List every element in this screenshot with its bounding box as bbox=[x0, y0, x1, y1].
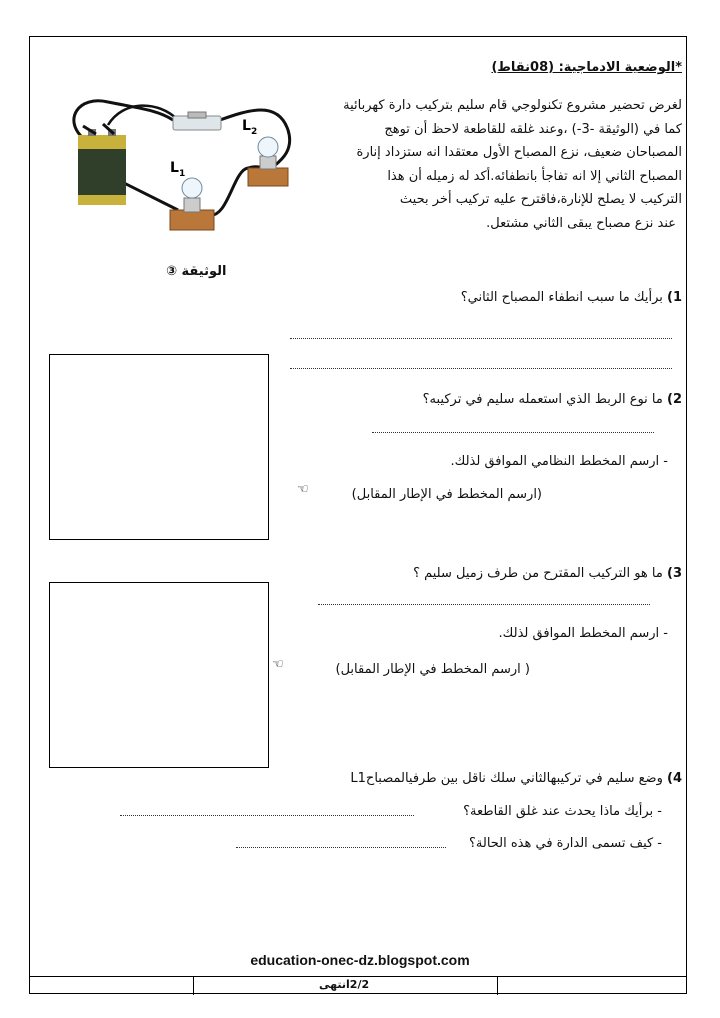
hint-text: (ارسم المخطط في الإطار المقابل) bbox=[351, 487, 542, 502]
question-number: 3) bbox=[667, 566, 682, 581]
document-label: الوثيقة ③ bbox=[166, 264, 227, 279]
lamp-label-l1: L bbox=[170, 160, 179, 176]
lamp-label-l1-sub: 1 bbox=[179, 169, 186, 179]
intro-paragraph bbox=[322, 94, 682, 235]
intro-line: المصباح الثاني إلا انه تفاجأ بانطفائه.أكد له زميله أن هذا bbox=[387, 168, 682, 184]
answer-line[interactable] bbox=[120, 815, 414, 816]
question-number: 4) bbox=[667, 771, 682, 786]
drawing-frame-1[interactable] bbox=[49, 354, 269, 540]
question-number: 1) bbox=[667, 290, 682, 305]
lamp-label-l2-sub: 2 bbox=[251, 127, 258, 137]
question-3 bbox=[413, 566, 682, 581]
question-4 bbox=[350, 771, 682, 786]
intro-line: لغرض تحضير مشروع تكنولوجي قام سليم بتركيب دارة كهربائية bbox=[343, 98, 682, 113]
answer-line[interactable] bbox=[318, 604, 650, 605]
question-text: برأيك ما سبب انطفاء المصباح الثاني؟ bbox=[460, 290, 663, 305]
pointing-hand-icon: ☜ bbox=[272, 657, 284, 672]
question-text: ما نوع الربط الذي استعمله سليم في تركيبه؟ bbox=[422, 392, 663, 407]
section-title: *الوضعية الادماجية: (08نقاط) bbox=[491, 60, 682, 75]
question-number: 2) bbox=[667, 392, 682, 407]
hint-text: ( ارسم المخطط في الإطار المقابل) bbox=[335, 662, 530, 677]
answer-line[interactable] bbox=[290, 368, 672, 369]
footer-divider bbox=[193, 977, 194, 995]
intro-line: عند نزع مصباح يبقى الثاني مشتعل. bbox=[486, 215, 676, 231]
question-2 bbox=[423, 392, 682, 407]
intro-line: التركيب لا يصلح للإنارة،فاقترح عليه تركيب أخر بحيث bbox=[399, 192, 682, 207]
footer-divider bbox=[497, 977, 498, 995]
task-text: - ارسم المخطط النظامي الموافق لذلك. bbox=[450, 454, 668, 469]
footer-bar bbox=[29, 976, 687, 994]
answer-line[interactable] bbox=[236, 847, 446, 848]
question-text: وضع سليم في تركيبهالثاني سلك ناقل بين طرفيالمصباحL1 bbox=[350, 771, 663, 786]
drawing-frame-2[interactable] bbox=[49, 582, 269, 768]
sub-question-a: - برأيك ماذا يحدث عند غلق القاطعة؟ bbox=[463, 804, 662, 819]
lamp-label-l2: L bbox=[242, 118, 251, 134]
task-text: - ارسم المخطط الموافق لذلك. bbox=[498, 626, 668, 641]
page-number: 2/2انتهى bbox=[319, 978, 370, 991]
question-1 bbox=[461, 290, 682, 305]
website-url: education-onec-dz.blogspot.com bbox=[250, 952, 470, 968]
pointing-hand-icon: ☜ bbox=[297, 482, 309, 497]
intro-line: المصباحان ضعيف، نزع المصباح الأول معتقدا انه ستزداد إنارة bbox=[356, 145, 682, 160]
answer-line[interactable] bbox=[290, 338, 672, 339]
question-text: ما هو التركيب المقترح من طرف زميل سليم ؟ bbox=[413, 566, 663, 581]
sub-question-b: - كيف تسمى الدارة في هذه الحالة؟ bbox=[468, 836, 662, 851]
answer-line[interactable] bbox=[372, 432, 654, 433]
circuit-illustration bbox=[48, 90, 308, 250]
intro-line: كما في (الوثيقة -3-) ،وعند غلقه للقاطعة لاحظ أن توهج bbox=[384, 121, 682, 137]
